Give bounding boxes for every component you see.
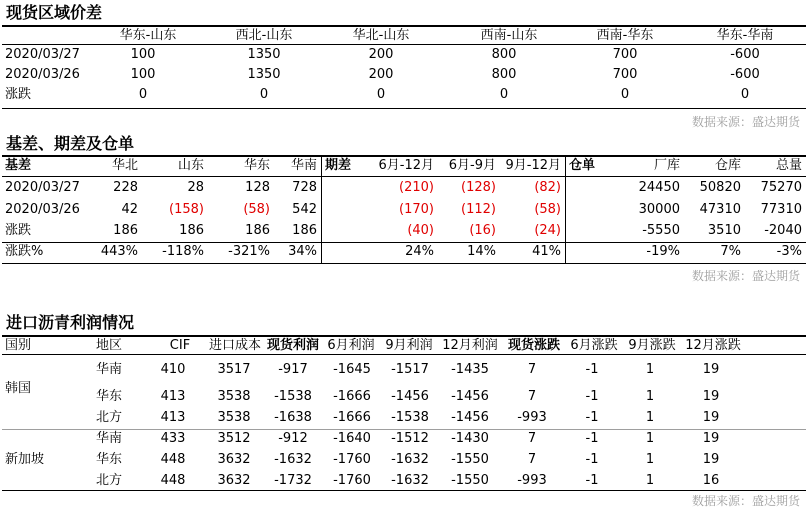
import-cell: 1 [645, 410, 655, 425]
import-cell: -917 [278, 362, 308, 377]
import-col-header: 现货利润 [266, 338, 319, 353]
section2-title: 基差、期差及仓单 [6, 134, 135, 153]
section1-col-header: 华北-山东 [352, 28, 410, 43]
basis-row-label: 涨跌% [5, 244, 44, 259]
section1-header-rule [2, 44, 806, 45]
import-cell: 1 [645, 389, 655, 404]
spread-cell: 24% [405, 244, 434, 259]
import-cell: -1 [585, 431, 599, 446]
spread-cell: (16) [469, 223, 496, 238]
region-label: 华东 [96, 452, 123, 467]
region-label: 北方 [96, 410, 123, 425]
basis-cell: 728 [292, 180, 317, 195]
basis-cell: 34% [288, 244, 317, 259]
country-label: 新加坡 [5, 452, 45, 467]
section1-cell: 0 [620, 87, 630, 102]
import-cell: -1512 [391, 431, 429, 446]
import-cell: 413 [160, 389, 186, 404]
basis-col-header: 山东 [177, 158, 204, 173]
warrant-col-header: 厂库 [653, 158, 680, 173]
warrant-cell: 47310 [699, 202, 741, 217]
section1-cell: 0 [499, 87, 509, 102]
import-cell: -1 [585, 452, 599, 467]
basis-cell: 28 [187, 180, 204, 195]
basis-cell: -118% [162, 244, 204, 259]
import-col-header: 6月利润 [327, 338, 375, 353]
import-cell: -1632 [391, 452, 429, 467]
basis-cell: 42 [121, 202, 138, 217]
section1-bottom-rule [2, 108, 806, 109]
import-cell: 19 [702, 410, 720, 425]
import-cell: 410 [160, 362, 186, 377]
import-cell: 3632 [217, 473, 251, 488]
warrant-cell: 50820 [699, 180, 741, 195]
basis-cell: 228 [113, 180, 138, 195]
warrant-cell: 3510 [707, 223, 741, 238]
import-cell: 7 [527, 452, 537, 467]
basis-cell: 186 [179, 223, 204, 238]
import-cell: -1456 [451, 389, 489, 404]
import-cell: -1666 [333, 410, 371, 425]
import-col-header: 12月利润 [442, 338, 498, 353]
import-cell: -1666 [333, 389, 371, 404]
import-cell: -1 [585, 410, 599, 425]
warrant-cell: 7% [720, 244, 741, 259]
section1-source: 数据来源：盛达期货 [691, 115, 800, 129]
section1-cell: 700 [612, 67, 638, 82]
import-cell: -1456 [391, 389, 429, 404]
basis-row-label: 涨跌 [5, 223, 32, 238]
import-cell: 1 [645, 452, 655, 467]
region-label: 华南 [96, 431, 123, 446]
region-label: 华南 [96, 362, 123, 377]
section1-cell: 700 [612, 47, 638, 62]
spread-col-header: 9月-12月 [505, 158, 561, 173]
basis-cell: 186 [292, 223, 317, 238]
import-cell: -1632 [391, 473, 429, 488]
import-cell: -1760 [333, 452, 371, 467]
import-cell: 1 [645, 431, 655, 446]
import-cell: 19 [702, 389, 720, 404]
section1-col-header: 华东-山东 [119, 28, 177, 43]
section2-bottom-rule [2, 263, 806, 264]
import-col-header: CIF [169, 338, 191, 353]
import-cell: 19 [702, 362, 720, 377]
spread-cell: (24) [534, 223, 561, 238]
import-cell: 1 [645, 362, 655, 377]
warrant-cell: 77310 [760, 202, 802, 217]
spread-col-header: 6月-12月 [378, 158, 434, 173]
basis-cell: (158) [169, 202, 204, 217]
section2-divider-1 [321, 156, 322, 264]
import-cell: -1638 [274, 410, 312, 425]
spread-col-header: 6月-9月 [448, 158, 496, 173]
import-col-header: 9月利润 [385, 338, 433, 353]
spread-cell: (40) [407, 223, 434, 238]
import-cell: -1640 [333, 431, 371, 446]
import-col-header: 9月涨跌 [628, 338, 676, 353]
country-label: 韩国 [5, 381, 32, 396]
import-cell: 3517 [217, 362, 251, 377]
import-cell: -1 [585, 473, 599, 488]
basis-col-header: 华南 [290, 158, 317, 173]
basis-header: 基差 [5, 158, 32, 173]
import-cell: 1 [645, 473, 655, 488]
import-cell: -1456 [451, 410, 489, 425]
section2-header-rule [2, 176, 806, 177]
import-cell: 7 [527, 389, 537, 404]
import-cell: -1 [585, 389, 599, 404]
import-cell: 3632 [217, 452, 251, 467]
basis-cell: 186 [245, 223, 270, 238]
section1-cell: -600 [730, 67, 760, 82]
import-cell: -1645 [333, 362, 371, 377]
section1-cell: 800 [491, 47, 517, 62]
section2-row-rule [2, 242, 806, 243]
section1-cell: 100 [130, 47, 156, 62]
section1-cell: 0 [376, 87, 386, 102]
spread-cell: (210) [399, 180, 434, 195]
section1-row-label: 2020/03/26 [5, 67, 80, 82]
section1-cell: 0 [259, 87, 269, 102]
import-col-header: 进口成本 [208, 338, 261, 353]
spread-cell: (128) [461, 180, 496, 195]
section1-cell: 0 [138, 87, 148, 102]
import-cell: 413 [160, 410, 186, 425]
warrant-cell: 24450 [638, 180, 680, 195]
warrant-cell: -5550 [642, 223, 680, 238]
import-col-header: 12月涨跌 [685, 338, 741, 353]
import-cell: -1538 [274, 389, 312, 404]
spread-cell: (82) [534, 180, 561, 195]
spread-cell: (58) [534, 202, 561, 217]
basis-row-label: 2020/03/27 [5, 180, 80, 195]
import-cell: -912 [278, 431, 308, 446]
section1-cell: 800 [491, 67, 517, 82]
import-cell: -993 [517, 473, 547, 488]
section3-source: 数据来源：盛达期货 [691, 494, 800, 508]
import-cell: 3512 [217, 431, 251, 446]
import-cell: -1632 [274, 452, 312, 467]
section1-title: 现货区域价差 [6, 3, 103, 22]
section1-row-label: 涨跌 [5, 87, 32, 102]
spread-cell: (170) [399, 202, 434, 217]
import-col-header: 国别 [5, 338, 32, 353]
region-label: 华东 [96, 389, 123, 404]
basis-cell: 128 [245, 180, 270, 195]
import-cell: -1550 [451, 473, 489, 488]
region-label: 北方 [96, 473, 123, 488]
basis-cell: 542 [292, 202, 317, 217]
import-cell: -1732 [274, 473, 312, 488]
import-cell: 3538 [217, 410, 251, 425]
basis-cell: -321% [228, 244, 270, 259]
import-col-header: 现货涨跌 [507, 338, 560, 353]
section1-col-header: 西南-华东 [596, 28, 654, 43]
section3-group-rule [2, 429, 806, 430]
import-cell: -1550 [451, 452, 489, 467]
section1-cell: 1350 [247, 47, 281, 62]
section3-header-rule [2, 354, 806, 355]
section2-divider-2 [565, 156, 566, 264]
warrant-cell: 75270 [760, 180, 802, 195]
section1-col-header: 西南-山东 [480, 28, 538, 43]
basis-row-label: 2020/03/26 [5, 202, 80, 217]
section1-row-label: 2020/03/27 [5, 47, 80, 62]
section1-cell: -600 [730, 47, 760, 62]
import-cell: -1430 [451, 431, 489, 446]
section1-cell: 0 [740, 87, 750, 102]
import-cell: 19 [702, 431, 720, 446]
import-cell: -993 [517, 410, 547, 425]
import-cell: -1435 [451, 362, 489, 377]
import-cell: 448 [160, 473, 186, 488]
section1-col-header: 华东-华南 [716, 28, 774, 43]
basis-cell: (58) [243, 202, 270, 217]
spread-header: 期差 [325, 158, 352, 173]
warrant-cell: -2040 [764, 223, 802, 238]
basis-col-header: 华东 [243, 158, 270, 173]
import-cell: -1517 [391, 362, 429, 377]
section1-col-header: 西北-山东 [235, 28, 293, 43]
section3-bottom-rule [2, 490, 806, 491]
basis-cell: 186 [113, 223, 138, 238]
spread-cell: 14% [467, 244, 496, 259]
import-cell: -1 [585, 362, 599, 377]
import-col-header: 6月涨跌 [570, 338, 618, 353]
warrant-header: 仓单 [569, 158, 596, 173]
warrant-cell: -19% [646, 244, 680, 259]
import-cell: 448 [160, 452, 186, 467]
warrant-col-header: 仓库 [714, 158, 741, 173]
import-cell: 19 [702, 452, 720, 467]
import-cell: -1538 [391, 410, 429, 425]
basis-cell: 443% [100, 244, 138, 259]
section1-cell: 100 [130, 67, 156, 82]
basis-col-header: 华北 [111, 158, 138, 173]
import-cell: 7 [527, 431, 537, 446]
import-cell: -1760 [333, 473, 371, 488]
section2-source: 数据来源：盛达期货 [691, 269, 800, 283]
section1-cell: 1350 [247, 67, 281, 82]
import-cell: 433 [160, 431, 186, 446]
warrant-cell: -3% [776, 244, 802, 259]
import-cell: 16 [702, 473, 720, 488]
warrant-cell: 30000 [638, 202, 680, 217]
section1-cell: 200 [368, 47, 394, 62]
section3-title: 进口沥青利润情况 [6, 313, 135, 332]
spread-cell: 41% [532, 244, 561, 259]
import-col-header: 地区 [96, 338, 123, 353]
section1-cell: 200 [368, 67, 394, 82]
import-cell: 3538 [217, 389, 251, 404]
spread-cell: (112) [461, 202, 496, 217]
warrant-col-header: 总量 [775, 158, 802, 173]
import-cell: 7 [527, 362, 537, 377]
